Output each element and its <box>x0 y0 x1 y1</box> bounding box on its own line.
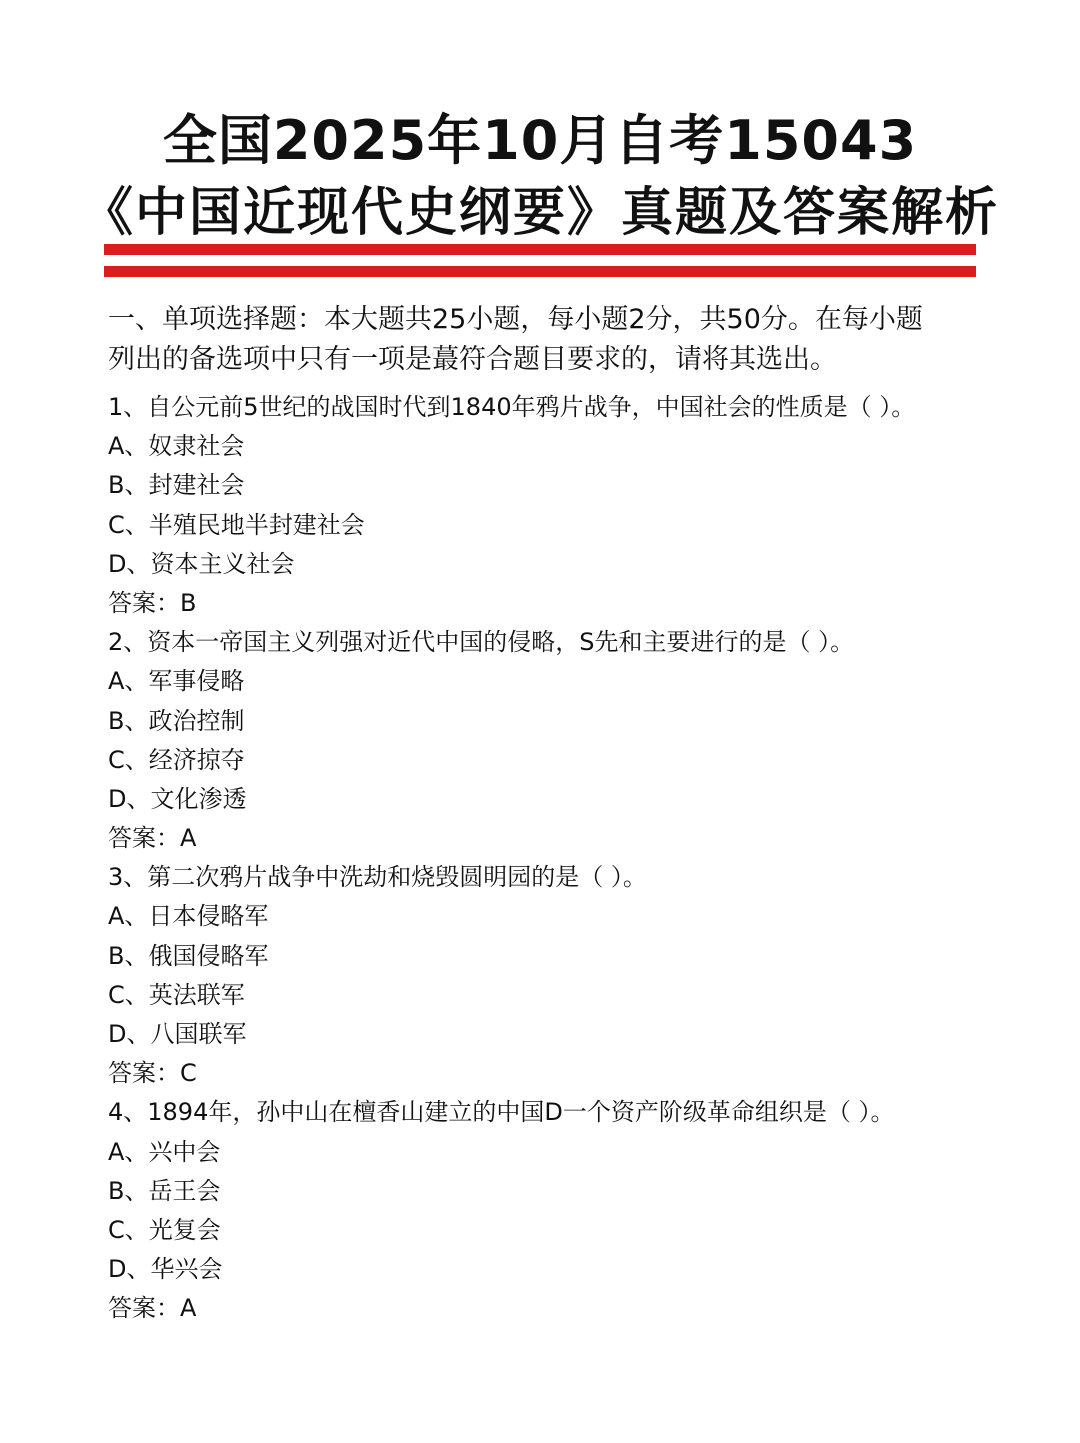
option-d: D、八国联军 <box>108 1020 247 1048</box>
option-c: C、英法联军 <box>108 980 245 1009</box>
option-c: C、半殖民地半封建社会 <box>108 510 365 539</box>
option-d: D、文化渗透 <box>108 784 247 813</box>
option-a: A、军事侵略 <box>108 667 245 696</box>
page-title-line2: 《中国近现代史纲要》真题及答案解析 <box>80 183 999 243</box>
option-a: A、奴隶社会 <box>108 432 245 461</box>
option-b: B、俄国侵略军 <box>108 941 269 970</box>
question-block-4 <box>108 1093 988 1328</box>
option-a: A、日本侵略军 <box>108 902 269 931</box>
question-block-3 <box>108 858 988 1093</box>
section-intro-line2: 列出的备选项中只有一项是蕞符合题目要求的，请将其选出。 <box>108 344 837 375</box>
option-b: B、岳王会 <box>108 1176 221 1205</box>
question-block-1 <box>108 388 988 623</box>
section-intro <box>108 300 988 380</box>
question-content <box>108 300 988 1329</box>
question-stem: 3、第二次鸦片战争中洗劫和烧毁圆明园的是（ ）。 <box>108 863 647 892</box>
question-stem: 2、资本一帝国主义列强对近代中国的侵略，S先和主要进行的是（ ）。 <box>108 628 855 657</box>
option-a: A、兴中会 <box>108 1137 221 1166</box>
answer-line: 答案：B <box>108 588 197 617</box>
page-title-line1: 全国2025年10月自考15043 <box>162 109 918 172</box>
answer-line: 答案：A <box>108 1294 197 1323</box>
option-d: D、华兴会 <box>108 1255 223 1284</box>
answer-line: 答案：C <box>108 1059 197 1088</box>
question-stem: 1、自公元前5世纪的战国时代到1840年鸦片战争，中国社会的性质是（ ）。 <box>108 393 916 421</box>
option-b: B、封建社会 <box>108 471 245 500</box>
title-divider-bottom <box>104 266 976 277</box>
option-b: B、政治控制 <box>108 706 245 735</box>
answer-line: 答案：A <box>108 824 197 853</box>
section-intro-line1: 一、单项选择题：本大题共25小题，每小题2分，共50分。在每小题 <box>108 304 923 335</box>
option-d: D、资本主义社会 <box>108 549 295 578</box>
question-block-2 <box>108 623 988 858</box>
option-c: C、光复会 <box>108 1215 221 1244</box>
title-divider-top <box>104 244 976 255</box>
option-c: C、经济掠夺 <box>108 745 245 774</box>
question-stem: 4、1894年，孙中山在檀香山建立的中国D一个资产阶级革命组织是（ ）。 <box>108 1098 895 1127</box>
